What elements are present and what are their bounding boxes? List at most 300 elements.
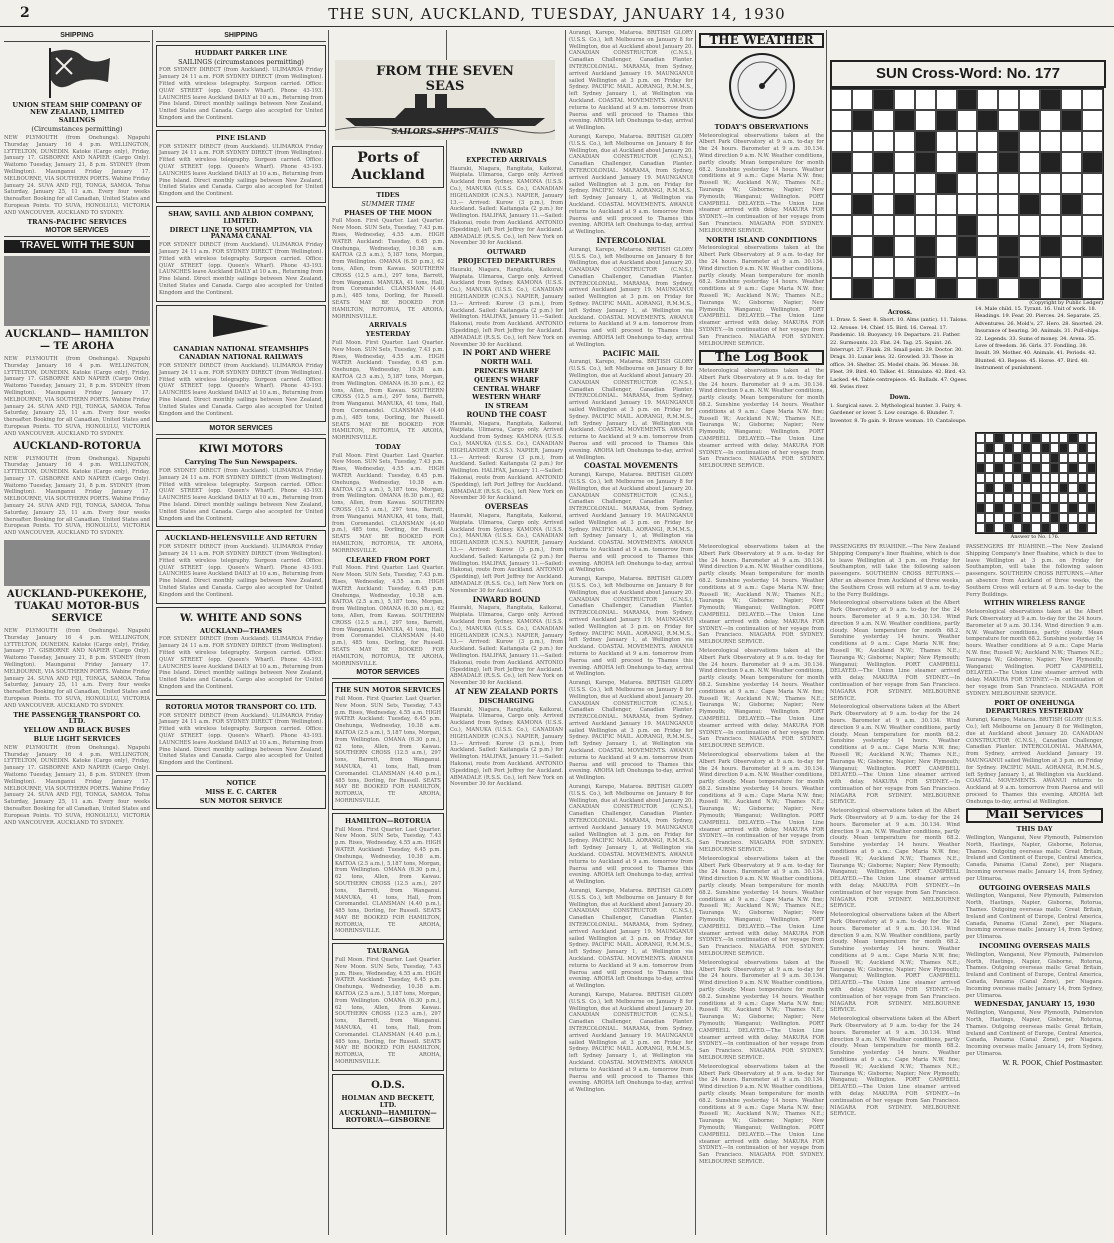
crossword-cell	[976, 523, 985, 533]
subheading: Carrying The Sun Newspapers.	[184, 458, 298, 467]
crossword-cell	[1004, 473, 1013, 483]
coastal-text: Aurangi, Karepo, Mataroa. BRITISH GLORY (U.S.S. Co.), left Melbourne on January 8 for Wellington, due at Auckland about January 20. CANADIAN CONSTRUCTOR (C.N.S.), Canadian Challenger, Canadian Planter. INTERCOLONIAL. MARAMA, from Sydney, arrived Auckland January 19. MAUNGANUI sailed Wellington at 3 p.m. on Friday for Sydney. PACIFIC MAIL. AORANGI, R.M.M.S., left Sydney January 1, at Wellington via Auckland. COASTAL MOVEMENTS. AWANUI returns to Auckland at 9 a.m. tomorrow from Paeroa and will proceed to Thames this evening. AROHA left Onehunga to-day, arrival at Wellington.	[569, 888, 693, 990]
news-text: Meteorological observations taken at the Albert Park Observatory at 9 a.m. to-day for the 24 hours. Barometer at 9 a.m. 30.134. Wind direction 9 a.m. N.W. Weather conditions, partly cloudy. Mean temperature for month 68.2. Sunshine yesterday 14 hours. Weather conditions at 9 a.m.: Cape Maria N.W. fine; Russell W.; Auckland N.W.; Thames N.E.; Tauranga W.; Gisborne; Napier; New Plymouth; Wanganui; Wellington. PORT CAMPBELL DELAYED.—The Union Line steamer arrived with delay. MAKURA FOR SYDNEY.—In continuation of her voyage from San Francisco. NIAGARA FOR SYDNEY. MELBOURNE SERVICE.	[830, 600, 960, 702]
crossword-cell[interactable]	[977, 89, 998, 110]
crossword-cell[interactable]	[998, 89, 1019, 110]
crossword-cell[interactable]	[873, 215, 894, 236]
crossword-cell	[994, 433, 1003, 443]
company-title: CANADIAN NATIONAL STEAMSHIPS	[173, 344, 309, 353]
crossword-cell	[1013, 473, 1022, 483]
crossword-cell	[1087, 473, 1096, 483]
crossword-cell[interactable]	[1040, 110, 1061, 131]
service-title: AUCKLAND-PUKEKOHE, TUAKAU MOTOR-BUS SERVICE	[6, 589, 148, 625]
crossword-cell	[1022, 473, 1031, 483]
company-title: PINE ISLAND	[215, 133, 266, 142]
crossword-cell[interactable]	[1019, 215, 1040, 236]
crossword-cell	[985, 473, 994, 483]
crossword-cell[interactable]	[894, 215, 915, 236]
sailings-subheading: (Circumstances permitting)	[31, 125, 123, 134]
crossword-cell	[1004, 503, 1013, 513]
crossword-cell	[1059, 503, 1068, 513]
news-text: Meteorological observations taken at the Albert Park Observatory at 9 a.m. to-day for the 24 hours. Barometer at 9 a.m. 30.134. Wind direction 9 a.m. N.W. Weather conditions, partly cloudy. Mean temperature for month 68.2. Sunshine yesterday 14 hours. Weather conditions at 9 a.m.: Cape Maria N.W. fine; Russell W.; Auckland N.W.; Thames N.E.; Tauranga W.; Gisborne; Napier; New Plymouth; Wanganui; Wellington. PORT CAMPBELL DELAYED.—The Union Line steamer arrived with delay. MAKURA FOR SYDNEY.—In continuation of her voyage from San Francisco. NIAGARA FOR SYDNEY. MELBOURNE SERVICE.	[699, 647, 824, 750]
crossword-cell[interactable]	[831, 257, 852, 278]
section-heading: SHIPPING	[156, 32, 326, 42]
crossword-cell	[1013, 523, 1022, 533]
crossword-cell[interactable]	[894, 152, 915, 173]
crossword-cell[interactable]	[852, 215, 873, 236]
crossword-cell	[1004, 493, 1013, 503]
mail-text: Wellington, Wanganui, New Plymouth, Palmerston North, Hastings, Napier, Gisborne, Rotorua, Thames. Outgoing overseas mails: Great Britain, Ireland and Continent of Europe, Central America, Canada, Panama (Canal Zone), per Niagara. Incoming overseas mails: January 14, from Sydney, per Ulimaroa.	[966, 893, 1103, 941]
crossword-cell	[994, 523, 1003, 533]
crossword-cell	[1041, 453, 1050, 463]
column-weather	[699, 30, 824, 542]
subheading: CANADIAN NATIONAL RAILWAYS	[179, 353, 303, 362]
crossword-cell[interactable]	[1019, 257, 1040, 278]
crossword-cell	[1082, 152, 1103, 173]
coastal-text: Aurangi, Karepo, Mataroa. BRITISH GLORY (U.S.S. Co.), left Melbourne on January 8 for Wellington, due at Auckland about January 20. CANADIAN CONSTRUCTOR (C.N.S.), Canadian Challenger, Canadian Planter. INTERCOLONIAL. MARAMA, from Sydney, arrived Auckland January 19. MAUNGANUI sailed Wellington at 3 p.m. on Friday for Sydney. PACIFIC MAIL. AORANGI, R.M.M.S., left Sydney January 1, at Wellington via Auckland. COASTAL MOVEMENTS. AWANUI returns to Auckland at 9 a.m. tomorrow from Paeroa and will proceed to Thames this evening. AROHA left Onehunga to-day, arrival at Wellington.	[569, 680, 693, 782]
crossword-cell	[1041, 463, 1050, 473]
news-text: Meteorological observations taken at the Albert Park Observatory at 9 a.m. to-day for the 24 hours. Barometer at 9 a.m. 30.134. Wind direction 9 a.m. N.W. Weather conditions, partly cloudy. Mean temperature for month 68.2. Sunshine yesterday 14 hours. Weather conditions at 9 a.m.: Cape Maria N.W. fine; Russell W.; Auckland N.W.; Thames N.E.; Tauranga W.; Gisborne; Napier; New Plymouth; Wanganui; Wellington. PORT CAMPBELL DELAYED.—The Union Line steamer arrived with delay. MAKURA FOR SYDNEY.—In continuation of her voyage from San Francisco. NIAGARA FOR SYDNEY. MELBOURNE SERVICE.	[699, 544, 824, 646]
crossword-cell[interactable]	[831, 131, 852, 152]
crossword-cell[interactable]	[998, 173, 1019, 194]
crossword-cell[interactable]	[1019, 152, 1040, 173]
crossword-cell	[998, 257, 1019, 278]
crossword-cell[interactable]	[936, 89, 957, 110]
crossword-cell	[1059, 493, 1068, 503]
crossword-cell[interactable]	[852, 152, 873, 173]
pacific-mail-text: Aurangi, Karepo, Mataroa. BRITISH GLORY (U.S.S. Co.), left Melbourne on January 8 for Wellington, due at Auckland about January 20. CANADIAN CONSTRUCTOR (C.N.S.), Canadian Challenger, Canadian Planter. INTERCOLONIAL. MARAMA, from Sydney, arrived Auckland January 19. MAUNGANUI sailed Wellington at 3 p.m. on Friday for Sydney. PACIFIC MAIL. AORANGI, R.M.M.S., left Sydney January 1, at Wellington via Auckland. COASTAL MOVEMENTS. AWANUI returns to Auckland at 9 a.m. tomorrow from Paeroa and will proceed to Thames this evening. AROHA left Onehunga to-day, arrival at Wellington.	[569, 359, 693, 461]
tides-text: Full Moon. First Quarter. Last Quarter. New Moon. SUN Sets, Tuesday, 7.43 p.m. Rises, Wednesday, 4.55 a.m. HIGH WATER Auckland: Tuesday, 6.45 p.m. Onehunga, Wednesday, 10.38 a.m. KAITOA (2.5 a.m.), 5,187 tons, Morgan, from Wellington. OMANA (6.30 p.m.), 62 tons, Allen, from Kawau. SOUTHERN CROSS (12.5 a.m.), 297 tons, Barrett, from Wanganui. MANUKA, 41 tons, Hall, from Coromandel. CLANSMAN (4.40 p.m.), 485 tons, Dorling, for Russell. SEATS MAY BE BOOKED FOR HAMILTON, ROTORUA, TE AROHA, MORRINSVILLE.	[332, 218, 444, 320]
seven-seas-title: FROM THE SEVEN SEAS	[355, 64, 535, 94]
subheading: AUCKLAND—HAMILTON—ROTORUA—GISBORNE	[339, 1109, 437, 1125]
subheading: YELLOW AND BLACK BUSES	[23, 726, 131, 735]
news-text: Meteorological observations taken at the Albert Park Observatory at 9 a.m. to-day for the 24 hours. Barometer at 9 a.m. 30.134. Wind direction 9 a.m. N.W. Weather conditions, partly cloudy. Mean temperature for month 68.2. Sunshine yesterday 14 hours. Weather conditions at 9 a.m.: Cape Maria N.W. fine; Russell W.; Auckland N.W.; Thames N.E.; Tauranga W.; Gisborne; Napier; New Plymouth; Wanganui; Wellington. PORT CAMPBELL DELAYED.—The Union Line steamer arrived with delay. MAKURA FOR SYDNEY.—In continuation of her voyage from San Francisco. NIAGARA FOR SYDNEY. MELBOURNE SERVICE.	[699, 751, 824, 854]
advert-text: FOR SYDNEY DIRECT (from Auckland). ULIMAROA Friday January 24 11 a.m. FOR SYDNEY DIRECT (from Wellington). Fitted with wireless telegraphy. Surgeon carried. Office: QUAY STREET (opp. Queen's Wharf). Phone 43-193. LAUNCHES leave Auckland DAILY at 10 a.m., Returning from Pine Island. Direct monthly sailings between New Zealand, United States and Canada. Cargo also accepted for United Kingdom and the Continent.	[159, 143, 323, 198]
notice-name: MISS E. C. CARTER	[205, 787, 277, 796]
pacific-mail-heading: PACIFIC MAIL	[602, 348, 660, 358]
crossword-cell[interactable]	[831, 173, 852, 194]
news-text: Meteorological observations taken at the Albert Park Observatory at 9 a.m. to-day for the 24 hours. Barometer at 9 a.m. 30.134. Wind direction 9 a.m. N.W. Weather conditions, partly cloudy. Mean temperature for month 68.2. Sunshine yesterday 14 hours. Weather conditions at 9 a.m.: Cape Maria N.W. fine; Russell W.; Auckland N.W.; Thames N.E.; Tauranga W.; Gisborne; Napier; New Plymouth; Wanganui; Wellington. PORT CAMPBELL DELAYED.—The Union Line steamer arrived with delay. MAKURA FOR SYDNEY.—In continuation of her voyage from San Francisco. NIAGARA FOR SYDNEY. MELBOURNE SERVICE.	[699, 855, 824, 958]
subheading: DIRECT LINE TO SOUTHAMPTON, VIA PANAMA CANAL	[169, 225, 313, 241]
crossword-cell	[1068, 473, 1077, 483]
crossword-cell[interactable]	[1040, 278, 1061, 299]
crossword-cell	[1059, 453, 1068, 463]
crossword-cell	[1013, 483, 1022, 493]
crossword-cell	[873, 236, 894, 257]
crossword-cell[interactable]	[915, 89, 936, 110]
crossword-cell	[1068, 433, 1077, 443]
crossword-cell[interactable]	[1082, 89, 1103, 110]
crossword-cell[interactable]	[1040, 173, 1061, 194]
clues-left	[830, 306, 970, 425]
news-text: Meteorological observations taken at the Albert Park Observatory at 9 a.m. to-day for the 24 hours. Barometer at 9 a.m. 30.134. Wind direction 9 a.m. N.W. Weather conditions, partly cloudy. Mean temperature for month 68.2. Sunshine yesterday 14 hours. Weather conditions at 9 a.m.: Cape Maria N.W. fine; Russell W.; Auckland N.W.; Thames N.E.; Tauranga W.; Gisborne; Napier; New Plymouth; Wanganui; Wellington. PORT CAMPBELL DELAYED.—The Union Line steamer arrived with delay. MAKURA FOR SYDNEY.—In continuation of her voyage from San Francisco. NIAGARA FOR SYDNEY. MELBOURNE SERVICE.	[830, 808, 960, 910]
crossword-cell	[1031, 433, 1040, 443]
crossword-cell	[1059, 463, 1068, 473]
crossword-cell[interactable]	[894, 173, 915, 194]
column-inward	[450, 30, 563, 1235]
crossword-cell	[894, 110, 915, 131]
crossword-cell[interactable]	[957, 278, 978, 299]
crossword-cell	[1050, 463, 1059, 473]
crossword-cell[interactable]	[977, 131, 998, 152]
overseas-heading: OVERSEAS	[484, 502, 529, 512]
wharf-heading: IN STREAM	[484, 402, 529, 411]
crossword-cell[interactable]	[873, 194, 894, 215]
service-text: NEW PLYMOUTH (from Onehunga). Ngapuhi Thursday January 16 4 p.m. WELLINGTON, LYTTELTON, DUNEDIN. Katoke (Cargo only), Friday, January 17. GISBORNE AND NAPIER (Cargo Only). Waitomo Tuesday, January 21, 8 p.m. SYDNEY (from Wellington). Maunganui Friday January 17. MELBOURNE, VIA SOUTHERN PORTS. Wahine Friday January 24. SUVA AND FIJI, TONGA, SAMOA. Tofua Saturday, January 25, 11 a.m. Every four weeks thereafter. Booking for all Canadian, United States and European Points. TO SUVA, HONOLULU, VICTORIA AND VANCOUVER. AUCKLAND TO SYDNEY.	[4, 355, 150, 437]
crossword-cell[interactable]	[998, 110, 1019, 131]
crossword-cell	[1031, 443, 1040, 453]
crossword-cell	[1078, 443, 1087, 453]
crossword-cell	[1022, 503, 1031, 513]
crossword-cell	[1022, 513, 1031, 523]
intercolonial-heading: INTERCOLONIAL	[596, 235, 666, 245]
crossword-cell	[976, 493, 985, 503]
crossword-cell[interactable]	[831, 215, 852, 236]
crossword-cell[interactable]	[1082, 278, 1103, 299]
news-text: Meteorological observations taken at the Albert Park Observatory at 9 a.m. to-day for the 24 hours. Barometer at 9 a.m. 30.134. Wind direction 9 a.m. N.W. Weather conditions, partly cloudy. Mean temperature for month 68.2. Sunshine yesterday 14 hours. Weather conditions at 9 a.m.: Cape Maria N.W. fine; Russell W.; Auckland N.W.; Thames N.E.; Tauranga W.; Gisborne; Napier; New Plymouth; Wanganui; Wellington. PORT CAMPBELL DELAYED.—The Union Line steamer arrived with delay. MAKURA FOR SYDNEY.—In continuation of her voyage from San Francisco. NIAGARA FOR SYDNEY. MELBOURNE SERVICE.	[699, 959, 824, 1061]
across-clues: 1. Draw. 5. Seer. 8. Short. 10. Alms (antic). 11. Talons. 12. Arouse. 14. Chief. 15. Bird. 16. Cereal. 17. Pandemic. 18. Buoyancy. 19. Departure. 21. Father. 22. Surmounts. 23. Flat. 24. Tag. 25. Squint. 26. Interrupt. 27. Flunk. 28. Small point. 29. Doctor. 30. Drags. 31. Lunar lens. 32. Growled. 33. Those in office. 34. Shelter. 35. Model chain. 36. Mouse. 38. Fleet. 39. Bird. 40. Talker. 41. Stimulate. 42. Bird. 43. Lacked. 44. Table centrepiece. 45. Ballads. 47. Ogees. 48. Swiss river.	[830, 317, 968, 391]
crossword-cell[interactable]	[977, 257, 998, 278]
column-rule	[328, 30, 329, 1235]
crossword-cell	[1041, 473, 1050, 483]
crossword-cell[interactable]	[1082, 110, 1103, 131]
crossword-cell	[1022, 523, 1031, 533]
arrivals-text: Full Moon. First Quarter. Last Quarter. New Moon. SUN Sets, Tuesday, 7.43 p.m. Rises, Wednesday, 4.55 a.m. HIGH WATER Auckland: Tuesday, 6.45 p.m. Onehunga, Wednesday, 10.38 a.m. KAITOA (2.5 a.m.), 5,187 tons, Morgan, from Wellington. OMANA (6.30 p.m.), 62 tons, Allen, from Kawau. SOUTHERN CROSS (12.5 a.m.), 297 tons, Barrett, from Wanganui. MANUKA, 41 tons, Hall, from Coromandel. CLANSMAN (4.40 p.m.), 485 tons, Dorling, for Russell. SEATS MAY BE BOOKED FOR HAMILTON, ROTORUA, TE AROHA, MORRINSVILLE.	[332, 339, 444, 442]
crossword-cell[interactable]	[936, 236, 957, 257]
crossword-cell[interactable]	[894, 89, 915, 110]
crossword-cell	[1022, 433, 1031, 443]
incoming-heading: INCOMING OVERSEAS MAILS	[979, 942, 1090, 951]
crossword-cell[interactable]	[936, 257, 957, 278]
crossword-cell	[1050, 483, 1059, 493]
discharging-heading: DISCHARGING	[478, 696, 535, 705]
crossword-cell	[1031, 503, 1040, 513]
crossword-cell[interactable]	[873, 257, 894, 278]
crossword-cell[interactable]	[915, 194, 936, 215]
down-clues: 1. Surgical saws. 2. Mythological hunter. 3. Fairy. 4. Gardener or lover. 5. Low courage. 6. Blunder. 7. Inventor. 8. To gain. 9. Brave woman. 10. Cantaloupe.	[830, 402, 967, 424]
crossword-cell[interactable]	[977, 152, 998, 173]
crossword-cell	[1068, 523, 1077, 533]
crossword-cell	[994, 493, 1003, 503]
crossword-cell[interactable]	[936, 194, 957, 215]
crossword-cell[interactable]	[1061, 257, 1082, 278]
crossword-cell[interactable]	[852, 131, 873, 152]
crossword-copyright: (Copyright by Public Ledger)	[1029, 300, 1103, 306]
crossword-cell	[976, 443, 985, 453]
crossword-cell[interactable]	[873, 173, 894, 194]
crossword-cell	[976, 483, 985, 493]
departures-heading: DEPARTURES YESTERDAY	[985, 707, 1084, 716]
crossword-cell	[1082, 236, 1103, 257]
service-text: NEW PLYMOUTH (from Onehunga). Ngapuhi Thursday January 16 4 p.m. WELLINGTON, LYTTELTON, DUNEDIN. Katoke (Cargo only), Friday, January 17. GISBORNE AND NAPIER (Cargo Only). Waitomo Tuesday, January 21, 8 p.m. SYDNEY (from Wellington). Maunganui Friday January 17. MELBOURNE, VIA SOUTHERN PORTS. Wahine Friday January 24. SUVA AND FIJI, TONGA, SAMOA. Tofua Saturday, January 25, 11 a.m. Every four weeks thereafter. Booking for all Canadian, United States and European Points. TO SUVA, HONOLULU, VICTORIA AND VANCOUVER. AUCKLAND TO SYDNEY.	[4, 455, 150, 537]
crossword-cell[interactable]	[957, 131, 978, 152]
advert-text: Full Moon. First Quarter. Last Quarter. New Moon. SUN Sets, Tuesday, 7.43 p.m. Rises, Wednesday, 4.55 a.m. HIGH WATER Auckland: Tuesday, 6.45 p.m. Onehunga, Wednesday, 10.38 a.m. KAITOA (2.5 a.m.), 5,187 tons, Morgan, from Wellington. OMANA (6.30 p.m.), 62 tons, Allen, from Kawau. SOUTHERN CROSS (12.5 a.m.), 297 tons, Barrett, from Wanganui. MANUKA, 41 tons, Hall, from Coromandel. CLANSMAN (4.40 p.m.), 485 tons, Dorling, for Russell. SEATS MAY BE BOOKED FOR HAMILTON, ROTORUA, TE AROHA, MORRINSVILLE.	[335, 695, 441, 804]
crossword-cell	[985, 493, 994, 503]
advert-text: FOR SYDNEY DIRECT (from Auckland). ULIMAROA Friday January 24 11 a.m. FOR SYDNEY DIRECT (from Wellington). Fitted with wireless telegraphy. Surgeon carried. Office: QUAY STREET (opp. Queen's Wharf). Phone 43-193. LAUNCHES leave Auckland DAILY at 10 a.m., Returning from Pine Island. Direct monthly sailings between New Zealand, United States and Canada. Cargo also accepted for United Kingdom and the Continent.	[159, 636, 323, 690]
weather-title: THE WEATHER	[699, 33, 824, 48]
crossword-cell[interactable]	[1040, 257, 1061, 278]
crossword-cell	[1078, 523, 1087, 533]
answer-caption: Answer to No. 176.	[1010, 534, 1060, 540]
wharf-heading: CENTRAL WHARF	[473, 384, 540, 393]
crossword-cell	[1059, 513, 1068, 523]
crossword-cell[interactable]	[998, 215, 1019, 236]
crossword-cell[interactable]	[1082, 173, 1103, 194]
crossword-cell	[998, 152, 1019, 173]
notice-service: SUN MOTOR SERVICE	[199, 796, 283, 805]
coastal-text: Aurangi, Karepo, Mataroa. BRITISH GLORY (U.S.S. Co.), left Melbourne on January 8 for Wellington, due at Auckland about January 20. CANADIAN CONSTRUCTOR (C.N.S.), Canadian Challenger, Canadian Planter. INTERCOLONIAL. MARAMA, from Sydney, arrived Auckland January 19. MAUNGANUI sailed Wellington at 3 p.m. on Friday for Sydney. PACIFIC MAIL. AORANGI, R.M.M.S., left Sydney January 1, at Wellington via Auckland. COASTAL MOVEMENTS. AWANUI returns to Auckland at 9 a.m. tomorrow from Paeroa and will proceed to Thames this evening. AROHA left Onehunga to-day, arrival at Wellington.	[569, 576, 693, 678]
crossword-cell	[1022, 453, 1031, 463]
subheading: BLUE LIGHT SERVICES	[33, 735, 121, 744]
seven-seas-subtitle: SAILORS-SHIPS-MAILS	[391, 126, 499, 136]
outward-heading: OUTWARD	[486, 248, 527, 257]
crossword-cell[interactable]	[1082, 194, 1103, 215]
crossword-cell	[1078, 483, 1087, 493]
crossword-cell	[1004, 463, 1013, 473]
crossword-cell	[1041, 433, 1050, 443]
crossword-cell[interactable]	[1082, 215, 1103, 236]
company-title: HAMILTON—ROTORUA	[345, 816, 431, 825]
travel-banner: TRAVEL WITH THE SUN	[4, 240, 150, 253]
service-text: NEW PLYMOUTH (from Onehunga). Ngapuhi Thursday January 16 4 p.m. WELLINGTON, LYTTELTON, DUNEDIN. Katoke (Cargo only), Friday, January 17. GISBORNE AND NAPIER (Cargo Only). Waitomo Tuesday, January 21, 8 p.m. SYDNEY (from Wellington). Maunganui Friday January 17. MELBOURNE, VIA SOUTHERN PORTS. Wahine Friday January 24. SUVA AND FIJI, TONGA, SAMOA. Tofua Saturday, January 25, 11 a.m. Every four weeks thereafter. Booking for all Canadian, United States and European Points. TO SUVA, HONOLULU, VICTORIA AND VANCOUVER. AUCKLAND TO SYDNEY.	[4, 744, 150, 826]
crossword-cell	[976, 463, 985, 473]
crossword-cell	[1041, 483, 1050, 493]
company-title: AUCKLAND-HELENSVILLE AND RETURN	[164, 534, 318, 543]
crossword-cell[interactable]	[915, 173, 936, 194]
rotorua-motor-advert	[156, 699, 326, 772]
column-rule	[446, 30, 447, 1235]
mail-text: Wellington, Wanganui, New Plymouth, Palmerston North, Hastings, Napier, Gisborne, Rotorua, Thames. Outgoing overseas mails: Great Britain, Ireland and Continent of Europe, Central America, Canada, Panama (Canal Zone), per Niagara. Incoming overseas mails: January 14, from Sydney, per Ulimaroa.	[966, 951, 1103, 999]
cleared-text: Full Moon. First Quarter. Last Quarter. New Moon. SUN Sets, Tuesday, 7.43 p.m. Rises, Wednesday, 4.55 a.m. HIGH WATER Auckland: Tuesday, 6.45 p.m. Onehunga, Wednesday, 10.38 a.m. KAITOA (2.5 a.m.), 5,187 tons, Morgan, from Wellington. OMANA (6.30 p.m.), 62 tons, Allen, from Kawau. SOUTHERN CROSS (12.5 a.m.), 297 tons, Barrett, from Wanganui. MANUKA, 41 tons, Hall, from Coromandel. CLANSMAN (4.40 p.m.), 485 tons, Dorling, for Russell. SEATS MAY BE BOOKED FOR HAMILTON, ROTORUA, TE AROHA, MORRINSVILLE.	[332, 565, 444, 667]
crossword-cell	[998, 131, 1019, 152]
crossword-grid[interactable]	[830, 88, 1104, 300]
crossword-cell	[894, 278, 915, 299]
company-title: SHAW, SAVILL AND ALBION COMPANY, LIMITED.	[168, 209, 314, 225]
crossword-cell	[977, 110, 998, 131]
down-heading: Down.	[889, 394, 911, 402]
crossword-cell[interactable]	[936, 215, 957, 236]
crossword-cell	[1031, 463, 1040, 473]
crossword-cell	[957, 215, 978, 236]
lower-news-mid	[830, 544, 960, 1234]
crossword-cell	[985, 513, 994, 523]
crossword-cell	[1068, 503, 1077, 513]
company-title: O.D.S.	[371, 1079, 405, 1091]
crossword-cell[interactable]	[1082, 257, 1103, 278]
crossword-cell	[1061, 278, 1082, 299]
mail-text: Wellington, Wanganui, New Plymouth, Palmerston North, Hastings, Napier, Gisborne, Rotorua, Thames. Outgoing overseas mails: Great Britain, Ireland and Continent of Europe, Central America, Canada, Panama (Canal Zone), per Niagara. Incoming overseas mails: January 14, from Sydney, per Ulimaroa.	[966, 835, 1103, 882]
discharging-text: Hauraki, Niagara, Rangitata, Kaikorai, Waipiata. Ulimaroa, Cargo only. Arrived Auckland from Sydney. KAMONA (U.S.S. Co.), MANUKA (U.S.S. Co.), CANADIAN HIGHLANDER (C.N.S.). NAPIER, January 13.— Arrived: Kurow (3 p.m.), from Auckland. Sailed: Kaitangata (2 p.m.) for Wellington. HALIFAX, January 11.—Sailed: Hakonai, route from Auckland. ANTONIO (Spedding), left Port Jeffrey for Auckland. ABMADALE (R.S.S. Co.), left New York on November 30 for Auckland.	[450, 706, 563, 788]
crossword-cell	[1087, 493, 1096, 503]
tauranga-advert	[332, 943, 444, 1071]
crossword-cell	[1050, 453, 1059, 463]
crossword-cell[interactable]	[915, 110, 936, 131]
inward-heading: INWARD	[490, 147, 523, 155]
crossword-cell	[994, 453, 1003, 463]
crossword-cell[interactable]	[1019, 131, 1040, 152]
tides-subheading: SUMMER TIME	[361, 199, 415, 208]
crossword-cell[interactable]	[998, 278, 1019, 299]
in-port-heading: IN PORT AND WHERE	[462, 348, 551, 358]
crossword-cell	[1031, 523, 1040, 533]
crossword-cell	[994, 513, 1003, 523]
crossword-cell[interactable]	[1019, 173, 1040, 194]
company-title: KIWI MOTORS	[198, 444, 284, 456]
crossword-cell[interactable]	[831, 110, 852, 131]
crossword-cell	[1041, 523, 1050, 533]
crossword-cell[interactable]	[998, 194, 1019, 215]
crossword-cell[interactable]	[957, 173, 978, 194]
crossword-cell	[1040, 236, 1061, 257]
seven-seas-spacer	[450, 30, 563, 146]
crossword-cell[interactable]	[1061, 236, 1082, 257]
crossword-cell	[1061, 110, 1082, 131]
crossword-cell	[1013, 433, 1022, 443]
arrivals-heading: ARRIVALS	[369, 321, 407, 330]
inward-bound-text: Hauraki, Niagara, Rangitata, Kaikorai, Waipiata. Ulimaroa, Cargo only. Arrived Auckland from Sydney. KAMONA (U.S.S. Co.), MANUKA (U.S.S. Co.), CANADIAN HIGHLANDER (C.N.S.). NAPIER, January 13.— Arrived: Kurow (3 p.m.), from Auckland. Sailed: Kaitangata (2 p.m.) for Wellington. HALIFAX, January 11.—Sailed: Hakonai, route from Auckland. ANTONIO (Spedding), left Port Jeffrey for Auckland. ABMADALE (R.S.S. Co.), left New York on November 30 for Auckland.	[450, 605, 563, 687]
wireless-text: Meteorological observations taken at the Albert Park Observatory at 9 a.m. to-day for the 24 hours. Barometer at 9 a.m. 30.134. Wind direction 9 a.m. N.W. Weather conditions, partly cloudy. Mean temperature for month 68.2. Sunshine yesterday 14 hours. Weather conditions at 9 a.m.: Cape Maria N.W. fine; Russell W.; Auckland N.W.; Thames N.E.; Tauranga W.; Gisborne; Napier; New Plymouth; Wanganui; Wellington. PORT CAMPBELL DELAYED.—The Union Line steamer arrived with delay. MAKURA FOR SYDNEY.—In continuation of her voyage from San Francisco. NIAGARA FOR SYDNEY. MELBOURNE SERVICE.	[966, 609, 1103, 697]
crossword-cell[interactable]	[894, 236, 915, 257]
crossword-cell	[985, 503, 994, 513]
crossword-cell[interactable]	[852, 236, 873, 257]
crossword-cell	[1004, 513, 1013, 523]
crossword-cell	[1068, 513, 1077, 523]
observations-text: Meteorological observations taken at the Albert Park Observatory at 9 a.m. to-day for the 24 hours. Barometer at 9 a.m. 30.134. Wind direction 9 a.m. N.W. Weather conditions, partly cloudy. Mean temperature for month 68.2. Sunshine yesterday 14 hours. Weather conditions at 9 a.m.: Cape Maria N.W. fine; Russell W.; Auckland N.W.; Thames N.E.; Tauranga W.; Gisborne; Napier; New Plymouth; Wanganui; Wellington. PORT CAMPBELL DELAYED.—The Union Line steamer arrived with delay. MAKURA FOR SYDNEY.—In continuation of her voyage from San Francisco. NIAGARA FOR SYDNEY. MELBOURNE SERVICE.	[699, 132, 824, 234]
column-shipping-1	[4, 30, 150, 1235]
crossword-cell[interactable]	[873, 110, 894, 131]
crossword-cell[interactable]	[852, 89, 873, 110]
onehunga-heading: PORT OF ONEHUNGA	[994, 698, 1075, 707]
expected-heading: EXPECTED ARRIVALS	[466, 155, 547, 164]
page-header	[0, 0, 1114, 27]
company-title: THE SUN MOTOR SERVICES	[335, 686, 441, 695]
crossword-cell[interactable]	[852, 173, 873, 194]
round-coast-text: Hauraki, Niagara, Rangitata, Kaikorai, Waipiata. Ulimaroa, Cargo only. Arrived Auckland from Sydney. KAMONA (U.S.S. Co.), MANUKA (U.S.S. Co.), CANADIAN HIGHLANDER (C.N.S.). NAPIER, January 13.— Arrived: Kurow (3 p.m.), from Auckland. Sailed: Kaitangata (2 p.m.) for Wellington. HALIFAX, January 11.—Sailed: Hakonai, route from Auckland. ANTONIO (Spedding), left Port Jeffrey for Auckland. ABMADALE (R.S.S. Co.), left New York on November 30 for Auckland.	[450, 420, 563, 502]
crossword-cell	[976, 513, 985, 523]
crossword-cell[interactable]	[977, 215, 998, 236]
section-heading: MOTOR SERVICES	[332, 669, 444, 679]
sailings-heading: SAILINGS	[58, 116, 96, 125]
crossword-cell[interactable]	[852, 257, 873, 278]
column-ports	[332, 30, 444, 1235]
mail-services-title: Mail Services	[966, 808, 1103, 823]
crossword-cell[interactable]	[894, 131, 915, 152]
crossword-cell	[852, 110, 873, 131]
pennant-icon	[211, 311, 271, 341]
crossword-cell[interactable]	[977, 173, 998, 194]
service-title: AUCKLAND— HAMILTON— TE AROHA	[5, 328, 149, 352]
crossword-cell[interactable]	[1040, 215, 1061, 236]
wharf-heading: PRINCES WHARF	[474, 366, 539, 375]
crossword-cell[interactable]	[894, 257, 915, 278]
ports-of-auckland-title: Ports of Auckland	[332, 146, 444, 188]
clues-right	[975, 306, 1103, 373]
subheading: AUCKLAND—THAMES	[199, 626, 283, 635]
crossword-cell	[1068, 443, 1077, 453]
crossword-cell	[1050, 513, 1059, 523]
advert-text: Full Moon. First Quarter. Last Quarter. New Moon. SUN Sets, Tuesday, 7.43 p.m. Rises, Wednesday, 4.55 a.m. HIGH WATER Auckland: Tuesday, 6.45 p.m. Onehunga, Wednesday, 10.38 a.m. KAITOA (2.5 a.m.), 5,187 tons, Morgan, from Wellington. OMANA (6.30 p.m.), 62 tons, Allen, from Kawau. SOUTHERN CROSS (12.5 a.m.), 297 tons, Barrett, from Wanganui. MANUKA, 41 tons, Hall, from Coromandel. CLANSMAN (4.40 p.m.), 485 tons, Dorling, for Russell. SEATS MAY BE BOOKED FOR HAMILTON, ROTORUA, TE AROHA, MORRINSVILLE.	[335, 826, 441, 935]
crossword-cell	[994, 443, 1003, 453]
crossword-cell[interactable]	[1082, 131, 1103, 152]
crossword-cell	[1068, 463, 1077, 473]
nz-ports-heading: AT NEW ZEALAND PORTS	[454, 686, 559, 696]
crossword-cell[interactable]	[873, 131, 894, 152]
wharf-heading: NORTH WALL	[480, 358, 533, 367]
crossword-cell[interactable]	[957, 194, 978, 215]
crossword-cell	[985, 443, 994, 453]
crossword-title: SUN Cross-Word: No. 177	[830, 60, 1106, 88]
crossword-cell	[1087, 513, 1096, 523]
crossword-cell[interactable]	[873, 278, 894, 299]
advert-text: Full Moon. First Quarter. Last Quarter. New Moon. SUN Sets, Tuesday, 7.43 p.m. Rises, Wednesday, 4.55 a.m. HIGH WATER Auckland: Tuesday, 6.45 p.m. Onehunga, Wednesday, 10.38 a.m. KAITOA (2.5 a.m.), 5,187 tons, Morgan, from Wellington. OMANA (6.30 p.m.), 62 tons, Allen, from Kawau. SOUTHERN CROSS (12.5 a.m.), 297 tons, Barrett, from Wanganui. MANUKA, 41 tons, Hall, from Coromandel. CLANSMAN (4.40 p.m.), 485 tons, Dorling, for Russell. SEATS MAY BE BOOKED FOR HAMILTON, ROTORUA, TE AROHA, MORRINSVILLE.	[335, 957, 441, 1066]
masthead: THE SUN, AUCKLAND, TUESDAY, JANUARY 14, 1930	[328, 5, 786, 23]
subheading: HOLMAN AND BECKETT, LTD.	[341, 1093, 435, 1109]
ods-advert	[332, 1074, 444, 1129]
crossword-cell[interactable]	[831, 194, 852, 215]
crossword-cell[interactable]	[915, 215, 936, 236]
overseas-text: Hauraki, Niagara, Rangitata, Kaikorai, Waipiata. Ulimaroa, Cargo only. Arrived Auckland from Sydney. KAMONA (U.S.S. Co.), MANUKA (U.S.S. Co.), CANADIAN HIGHLANDER (C.N.S.). NAPIER, January 13.— Arrived: Kurow (3 p.m.), from Auckland. Sailed: Kaitangata (2 p.m.) for Wellington. HALIFAX, January 11.—Sailed: Hakonai, route from Auckland. ANTONIO (Spedding), left Port Jeffrey for Auckland. ABMADALE (R.S.S. Co.), left New York on November 30 for Auckland.	[450, 513, 563, 594]
crossword-cell[interactable]	[977, 236, 998, 257]
crossword-cell	[1031, 513, 1040, 523]
crossword-cell[interactable]	[957, 257, 978, 278]
crossword-cell[interactable]	[1061, 152, 1082, 173]
crossword-cell[interactable]	[1019, 236, 1040, 257]
crossword-cell[interactable]	[1061, 131, 1082, 152]
answer-grid	[975, 432, 1097, 534]
advert-text: FOR SYDNEY DIRECT (from Auckland). ULIMAROA Friday January 24 11 a.m. FOR SYDNEY DIRECT (from Wellington). Fitted with wireless telegraphy. Surgeon carried. Office: QUAY STREET (opp. Queen's Wharf). Phone 43-193. LAUNCHES leave Auckland DAILY at 10 a.m., Returning from Pine Island. Direct monthly sailings between New Zealand, United States and Canada. Cargo also accepted for United Kingdom and the Continent.	[159, 468, 323, 522]
crossword-cell[interactable]	[831, 89, 852, 110]
crossword-cell	[1004, 483, 1013, 493]
clues-continued: 14. Male child. 15. Tyrant. 16. Unit of work. 18. Headings. 19. Fear. 20. Pierces. 24. Separate. 25. Adventures. 26. Mold's. 27. Hero. 28. Snorted. 29. Insurance of bearing. 30. Animals. 31. Pull-ships. 32. Legends. 33. Sums of money. 34. Arena. 35. Love of freedom. 36. Girls. 37. Fondling. 38. Insult. 39. Mother. 40. Animals. 41. Periods. 42. Blunted. 43. Repose. 45. Horse. 47. Bird. 48. Instrument of punishment.	[975, 306, 1103, 372]
shaw-savill-advert	[156, 206, 326, 302]
crossword-cell	[1013, 503, 1022, 513]
crossword-cell[interactable]	[1061, 173, 1082, 194]
wednesday-heading: WEDNESDAY, JANUARY 15, 1930	[974, 1000, 1095, 1009]
news-text: PASSENGERS BY RUAHINE.—The New Zealand Shipping Company's liner Ruahine, which is due to leave Wellington at 3 p.m. on Friday for Southampton, will take the following saloon passengers. SOUTHERN CROSS RETURNS.—After an absence from Auckland of three weeks, the Southern Cross will return at 9 a.m. to-day to the Ferry Buildings.	[966, 544, 1103, 598]
coastal-heading: COASTAL MOVEMENTS	[583, 461, 678, 471]
crossword-cell[interactable]	[1061, 89, 1082, 110]
crossword-cell	[1040, 152, 1061, 173]
crossword-cell[interactable]	[831, 278, 852, 299]
crossword-cell	[852, 194, 873, 215]
crossword-cell	[1022, 463, 1031, 473]
crossword-cell	[1022, 443, 1031, 453]
crossword-cell[interactable]	[936, 131, 957, 152]
crossword-cell	[976, 473, 985, 483]
crossword-cell	[936, 173, 957, 194]
crossword-cell	[977, 278, 998, 299]
crossword-cell[interactable]	[977, 194, 998, 215]
crossword-cell[interactable]	[1040, 131, 1061, 152]
crossword-cell	[1019, 278, 1040, 299]
crossword-cell[interactable]	[1019, 89, 1040, 110]
crossword-cell[interactable]	[1040, 194, 1061, 215]
across-heading: Across.	[887, 309, 913, 316]
news-text: PASSENGERS BY RUAHINE.—The New Zealand Shipping Company's liner Ruahine, which is due to leave Wellington at 3 p.m. on Friday for Southampton, will take the following saloon passengers. SOUTHERN CROSS RETURNS.—After an absence from Auckland of three weeks, the Southern Cross will return at 9 a.m. to-day to the Ferry Buildings.	[830, 544, 960, 598]
crossword-cell	[915, 257, 936, 278]
crossword-cell	[985, 463, 994, 473]
crossword-cell[interactable]	[915, 278, 936, 299]
crossword-cell	[1061, 194, 1082, 215]
coastal-text: Aurangi, Karepo, Mataroa. BRITISH GLORY (U.S.S. Co.), left Melbourne on January 8 for Wellington, due at Auckland about January 20. CANADIAN CONSTRUCTOR (C.N.S.), Canadian Challenger, Canadian Planter. INTERCOLONIAL. MARAMA, from Sydney, arrived Auckland January 19. MAUNGANUI sailed Wellington at 3 p.m. on Friday for Sydney. PACIFIC MAIL. AORANGI, R.M.M.S., left Sydney January 1, at Wellington via Auckland. COASTAL MOVEMENTS. AWANUI returns to Auckland at 9 a.m. tomorrow from Paeroa and will proceed to Thames this evening. AROHA left Onehunga to-day, arrival at Wellington.	[569, 991, 693, 1094]
crossword-cell[interactable]	[957, 110, 978, 131]
column-rule	[826, 30, 827, 1235]
flag-illustration	[4, 44, 150, 100]
crossword-cell[interactable]	[936, 152, 957, 173]
crossword-cell	[985, 433, 994, 443]
crossword-cell[interactable]	[1061, 215, 1082, 236]
news-text: Meteorological observations taken at the Albert Park Observatory at 9 a.m. to-day for the 24 hours. Barometer at 9 a.m. 30.134. Wind direction 9 a.m. N.W. Weather conditions, partly cloudy. Mean temperature for month 68.2. Sunshine yesterday 14 hours. Weather conditions at 9 a.m.: Cape Maria N.W. fine; Russell W.; Auckland N.W.; Thames N.E.; Tauranga W.; Gisborne; Napier; New Plymouth; Wanganui; Wellington. PORT CAMPBELL DELAYED.—The Union Line steamer arrived with delay. MAKURA FOR SYDNEY.—In continuation of her voyage from San Francisco. NIAGARA FOR SYDNEY. MELBOURNE SERVICE.	[830, 1016, 960, 1118]
